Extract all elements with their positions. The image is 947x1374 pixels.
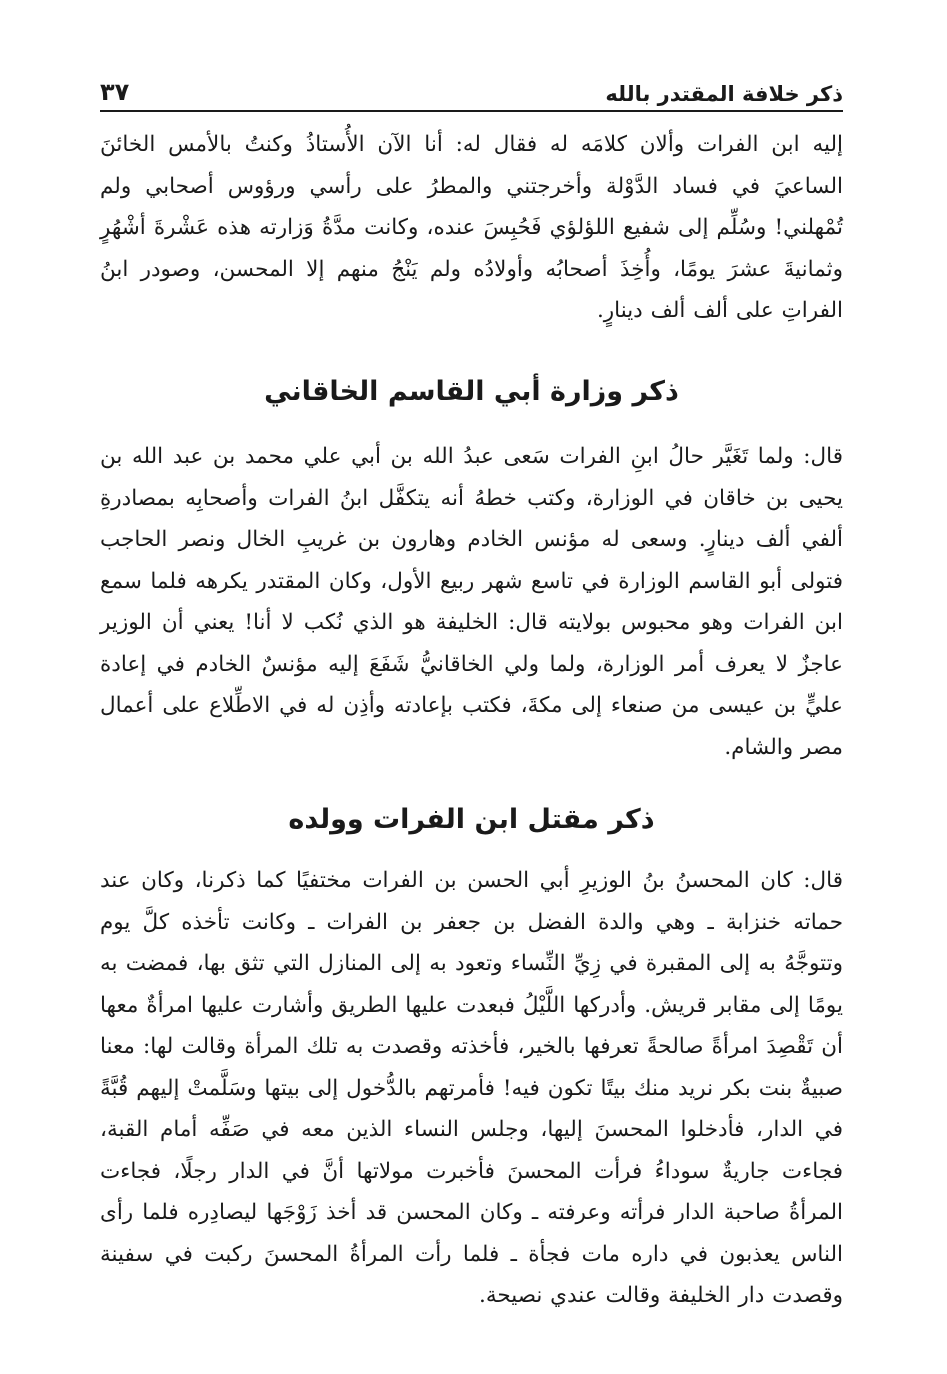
section-heading-khaqani-vizierate: ذكر وزارة أبي القاسم الخاقاني (264, 376, 679, 407)
running-header (100, 70, 843, 112)
paragraph-ibn-al-furat-killing: قال: كان المحسنُ بنُ الوزيرِ أبي الحسن بن الفرات مختفيًا كما ذكرنا، وكان عند حماته خنزابة ـ وهي والدة الفضل بن جعفر بن الفرات ـ وكانت تأخذه كلَّ يوم وتتوجَّهُ به إلى المقبرة في زِيِّ النِّساء وتعود به إلى المنازل التي تثق بها، فمضت به يومًا إلى مقابر قريش. وأدركها اللَّيْلُ فبعدت عليها الطريق وأشارت عليها امرأةٌ معها أن تَقْصِدَ امرأةً صالحةً تعرفها بالخير، فأخذته وقصدت به تلك المرأة وقالت لها: معنا صبيةٌ بنت بكر نريد منك بيتًا تكون فيه! فأمرتهم بالدُّخول إلى بيتها وسَلَّمتْ إليهم قُبَّةً في الدار، فأدخلوا المحسنَ إليها، وجلس النساء الذين معه في صَفِّه أمام القبة، فجاءت جاريةٌ سوداءُ فرأت المحسنَ فأخبرت مولاتها أنَّ في الدار رجلًا، فجاءت المرأةُ صاحبة الدار فرأته وعرفته ـ وكان المحسن قد أخذ زَوْجَها ليصادِره فلما رأى الناس يعذبون في داره مات فجأة ـ فلما رأت المرأةُ المحسنَ ركبت في سفينة وقصدت دار الخليفة وقالت عندي نصيحة. (100, 868, 843, 1308)
page-number: ٣٧ (100, 78, 130, 106)
section-heading-ibn-al-furat-killing: ذكر مقتل ابن الفرات وولده (288, 804, 655, 835)
paragraph-continued-text: إليه ابن الفرات وألان كلامَه له فقال له: أنا الآن الأُستاذُ وكنتُ بالأمس الخائنَ الساعيَ في فساد الدَّوْلة وأخرجتني والمطرُ على رأسي ورؤوس أصحابي ولم تُمْهلني! وسُلِّم إلى شفيع اللؤلؤي فَحُبِسَ عنده، وكانت مدَّةُ وَزارته هذه عَشْرةَ أشْهُرٍ وثمانيةَ عشرَ يومًا، وأُخِذَ أصحابُه وأولادُه ولم يَنْجُ منهم إلا المحسن، وصودر ابنُ الفراتِ على ألف ألف دينارٍ. (100, 132, 843, 323)
paragraph-khaqani-vizierate: قال: ولما تَغَيَّر حالُ ابنِ الفرات سَعى عبدُ الله بن أبي علي محمد بن عبد الله بن يحيى بن خاقان في الوزارة، وكتب خطهُ أنه يتكفَّل ابنُ الفرات وأصحابِه بمصادرةِ ألفي ألف دينارٍ. وسعى له مؤنس الخادم وهارون بن غريبِ الخال ونصر الحاجب فتولى أبو القاسم الوزارة في تاسع شهر ربيع الأول، وكان المقتدر يكرهه فلما سمع ابن الفرات وهو محبوس بولايته قال: الخليفة هو الذي نُكب لا أنا! يعني أن الوزير عاجزٌ لا يعرف أمر الوزارة، ولما ولي الخاقانيُّ شَفَعَ إليه مؤنسٌ الخادم في إعادة عليٍّ بن عيسى من صنعاء إلى مكةَ، فكتب بإعادته وأذِن له في الاطِّلاع على أعمال مصر والشام. (100, 444, 843, 760)
running-header-title: ذكر خلافة المقتدر بالله (605, 82, 843, 106)
